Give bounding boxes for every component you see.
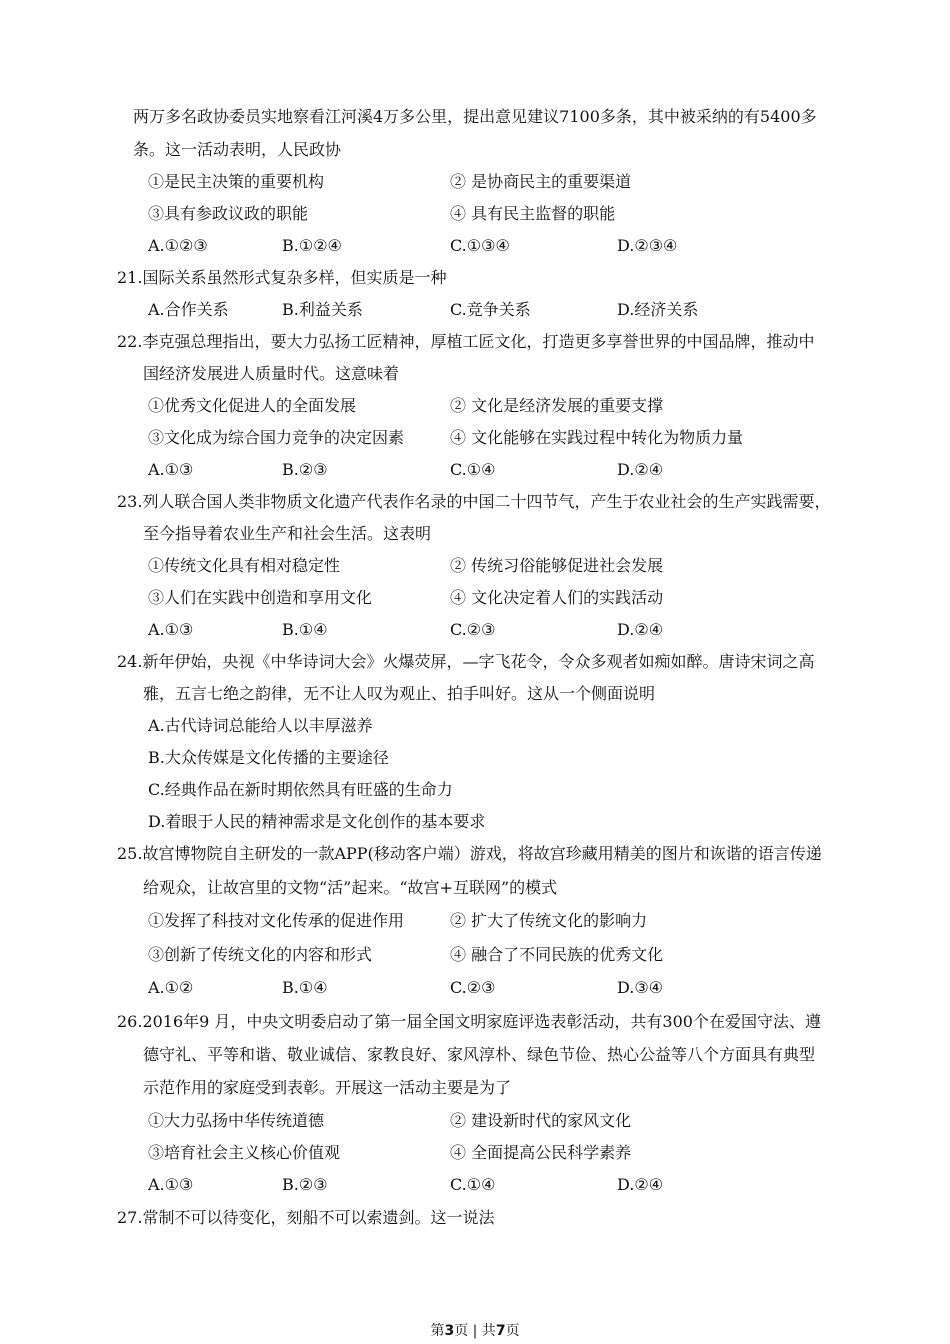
q25-option-d: D.③④ xyxy=(617,978,664,997)
q26-stem-line1: 26.2016年9 月，中央文明委启动了第一届全国文明家庭评选表彰活动，共有300个在爱国守法、遵 xyxy=(117,1012,821,1031)
q20-stem-line1: 两万多名政协委员实地察看江河溪4万多公里，提出意见建议7100多条，其中被采纳的有5400多 xyxy=(133,107,817,126)
footer-prefix: 第 xyxy=(430,1323,445,1339)
q21-option-a: A.合作关系 xyxy=(148,300,229,319)
q22-option-d: D.②④ xyxy=(617,460,664,479)
q23-statement-2: ② 传统习俗能够促进社会发展 xyxy=(450,556,664,575)
q26-statement-2: ② 建设新时代的家风文化 xyxy=(450,1111,632,1130)
q23-stem-line2: 至今指导着农业生产和社会生活。这表明 xyxy=(143,524,432,543)
q22-option-b: B.②③ xyxy=(282,460,328,479)
q25-option-b: B.①④ xyxy=(282,978,328,997)
q21-option-c: C.竞争关系 xyxy=(450,300,531,319)
q22-option-c: C.①④ xyxy=(450,460,496,479)
q26-stem-line2: 德守礼、平等和谐、敬业诚信、家教良好、家风淳朴、绿色节俭、热心公益等八个方面具有典型 xyxy=(143,1045,816,1064)
q26-option-a: A.①③ xyxy=(148,1175,194,1194)
q20-statement-4: ④ 具有民主监督的职能 xyxy=(450,204,616,223)
q22-stem-line1: 22.李克强总理指出，要大力弘扬工匠精神，厚植工匠文化，打造更多享誉世界的中国品牌，推动中 xyxy=(117,332,815,351)
q26-statement-1: ①大力弘扬中华传统道德 xyxy=(148,1111,325,1130)
q23-stem-line1: 23.列人联合国人类非物质文化遗产代表作名录的中国二十四节气，产生于农业社会的生产实践需要， xyxy=(117,492,831,511)
q25-stem-line1: 25.故宫博物院自主研发的一款APP(移动客户端）游戏，将故宫珍藏用精美的图片和诙谐的语言传递 xyxy=(117,844,822,863)
q26-stem-line3: 示范作用的家庭受到表彰。开展这一活动主要是为了 xyxy=(143,1078,512,1097)
q22-statement-4: ④ 文化能够在实践过程中转化为物质力量 xyxy=(450,428,744,447)
q20-option-d: D.②③④ xyxy=(617,236,678,255)
q27-stem: 27.常制不可以待变化，刻船不可以索遗剑。这一说法 xyxy=(117,1208,495,1227)
q23-option-d: D.②④ xyxy=(617,620,664,639)
q20-option-c: C.①③④ xyxy=(450,236,510,255)
page-footer xyxy=(0,1322,950,1340)
q21-option-b: B.利益关系 xyxy=(282,300,363,319)
q23-statement-4: ④ 文化决定着人们的实践活动 xyxy=(450,588,664,607)
q25-statement-3: ③创新了传统文化的内容和形式 xyxy=(148,945,373,964)
q26-option-b: B.②③ xyxy=(282,1175,328,1194)
q21-option-d: D.经济关系 xyxy=(617,300,699,319)
q24-stem-line2: 雅，五言七绝之韵律，无不让人叹为观止、拍手叫好。这从一个侧面说明 xyxy=(143,684,656,703)
q24-option-d: D.着眼于人民的精神需求是文化创作的基本要求 xyxy=(148,812,486,831)
q20-stem-line2: 条。这一活动表明，人民政协 xyxy=(133,140,342,159)
q21-stem: 21.国际关系虽然形式复杂多样，但实质是一种 xyxy=(117,268,447,287)
q25-option-a: A.①② xyxy=(148,978,194,997)
q23-statement-3: ③人们在实践中创造和享用文化 xyxy=(148,588,373,607)
footer-total-pages: 7 xyxy=(495,1323,506,1339)
q26-option-d: D.②④ xyxy=(617,1175,664,1194)
q24-option-b: B.大众传媒是文化传播的主要途径 xyxy=(148,748,389,767)
q25-statement-1: ①发挥了科技对文化传承的促进作用 xyxy=(148,911,405,930)
q20-statement-2: ② 是协商民主的重要渠道 xyxy=(450,172,632,191)
q22-statement-2: ② 文化是经济发展的重要支撑 xyxy=(450,396,664,415)
footer-mid: 页 | 共 xyxy=(454,1323,496,1339)
q22-statement-1: ①优秀文化促进人的全面发展 xyxy=(148,396,357,415)
q22-stem-line2: 国经济发展进人质量时代。这意味着 xyxy=(143,364,400,383)
q20-option-b: B.①②④ xyxy=(282,236,342,255)
q20-statement-1: ①是民主决策的重要机构 xyxy=(148,172,325,191)
footer-suffix: 页 xyxy=(505,1323,520,1339)
q24-stem-line1: 24.新年伊始，央视《中华诗词大会》火爆荧屏，—字飞花令，令众多观者如痴如醉。唐诗宋词之高 xyxy=(117,652,815,671)
q26-statement-3: ③培育社会主义核心价值观 xyxy=(148,1143,341,1162)
q22-statement-3: ③文化成为综合国力竞争的决定因素 xyxy=(148,428,405,447)
q23-option-c: C.②③ xyxy=(450,620,496,639)
q25-statement-4: ④ 融合了不同民族的优秀文化 xyxy=(450,945,664,964)
q24-option-a: A.古代诗词总能给人以丰厚滋养 xyxy=(148,716,373,735)
q20-statement-3: ③具有参政议政的职能 xyxy=(148,204,309,223)
q25-statement-2: ② 扩大了传统文化的影响力 xyxy=(450,911,648,930)
footer-page-number: 3 xyxy=(444,1323,455,1339)
q24-option-c: C.经典作品在新时期依然具有旺盛的生命力 xyxy=(148,780,453,799)
q23-option-a: A.①③ xyxy=(148,620,194,639)
q22-option-a: A.①③ xyxy=(148,460,194,479)
q26-option-c: C.①④ xyxy=(450,1175,496,1194)
q26-statement-4: ④ 全面提高公民科学素养 xyxy=(450,1143,632,1162)
q23-option-b: B.①④ xyxy=(282,620,328,639)
q25-option-c: C.②③ xyxy=(450,978,496,997)
q20-option-a: A.①②③ xyxy=(148,236,208,255)
q25-stem-line2: 给观众，让故宫里的文物“活”起来。“故宫+互联网”的模式 xyxy=(143,878,558,897)
q23-statement-1: ①传统文化具有相对稳定性 xyxy=(148,556,341,575)
